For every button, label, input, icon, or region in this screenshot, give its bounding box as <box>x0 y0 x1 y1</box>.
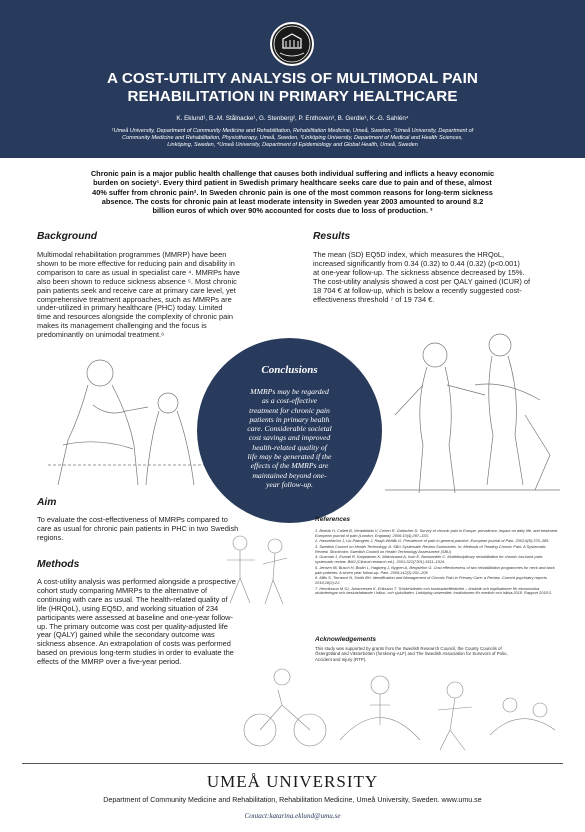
acknowledgements-line: Östergötland and Västerbotten (forskning-ALF) and The Swedish Association for Survivors of Polio, <box>315 651 508 657</box>
department-line: Department of Community Medicine and Rehabilitation, Rehabilitation Medicine, Umeå University, Sweden. www.umu.se <box>103 796 482 804</box>
reference-item: 2. Hasselström J, Liu-Palmgren J, Rasjö-Wrååk G. Prevalence of pain in general practice. European journal of Pain. 2002;6(5):375–385. <box>315 538 550 544</box>
background-line: predominantly on unimodal treatment.⁶ <box>37 330 165 340</box>
conclusions-heading: Conclusions <box>261 364 318 376</box>
results-line: 18 704 € at follow-up, which is below a recently suggested cost- <box>313 285 522 295</box>
methods-line: based on previous long-term studies in order to evaluate the <box>37 648 234 658</box>
conclusions-line: MMRPs may be regarded <box>250 387 329 396</box>
background-line: comprehensive treatment approaches, such as MMRPs are <box>37 294 232 304</box>
reference-item: 7. Henriksson M SJ, Johannesen K, Eriksson T. Tröskelvärden och kostnadseffektivitet – önskbilt och implikationer för ekonomiska utvärderingar och beslutsfattande i hälso- och sjukvården. Linköping universitet: Institutionen för medicin och hälsa;2018. Rapport 2018:3. <box>315 585 553 596</box>
results-line: increased significantly from 0.34 (0.32) to 0.44 (0.32) (p<0.001) <box>313 258 520 268</box>
methods-line: sickness absence. An extrapolation of costs was performed <box>37 639 231 649</box>
background-text <box>37 251 287 340</box>
methods-heading: Methods <box>37 559 80 570</box>
rehab-sketch-illustration <box>375 325 565 500</box>
aim-line: To evaluate the cost-effectiveness of MMRPs compared to <box>37 515 228 524</box>
conclusions-text <box>219 387 360 489</box>
background-line: Multimodal rehabilitation programmes (MMRP) have been <box>37 250 227 259</box>
conclusions-line: cost savings and improved <box>248 433 331 443</box>
affiliation-line: Linköping, Sweden, ⁴Umeå University, Department of Epidemiology and Global Health, Umeå, Sweden <box>167 142 418 148</box>
methods-line: participants were assessed at baseline and one-year follow- <box>37 612 233 622</box>
aim-line: regions. <box>37 532 64 542</box>
methods-line: up. The primary outcome was cost per quality-adjusted life <box>37 621 228 631</box>
affiliation-line: Community Medicine and Rehabilitation, Physiotherapy, Umeå, Sweden, ³Linköping University, Department of Medical and Health Sciences, <box>122 135 463 141</box>
conclusions-line: as a cost-effective <box>261 396 318 406</box>
intro-line: billion euros of which over 90% accounted for costs due to loss of production. ³ <box>152 206 433 216</box>
acknowledgements-line: This study was supported by grants from the Swedish Research Council, the County Councils of <box>315 646 502 651</box>
background-line: makes its management challenging and the focus is <box>37 321 207 331</box>
conclusions-line: health-related quality of <box>252 442 327 452</box>
conclusions-line: effects of the MMRPs are <box>250 461 329 471</box>
methods-text <box>37 578 287 667</box>
results-line: The cost-utility analysis showed a cost per QALY gained (ICUR) of <box>313 276 531 286</box>
university-name: UMEÅ UNIVERSITY <box>206 772 379 791</box>
methods-line: year (QALY) gained while the secondary outcome was <box>37 630 215 640</box>
conclusions-line: life may be generated if the <box>247 452 332 462</box>
reference-item: 5. Jensen IB, Busch H, Bodin L, Hagberg J, Nygren A, Bergström G. Cost effectiveness of two rehabilitation programmes for neck and back pain patients: A seven year follow-up. Pain. 2009;142(3):202–208 <box>315 564 555 575</box>
reference-item: 4. Guzman J, Esmail R, Karjalainen K, Malmivaara A, Irvin E, Bombardier C. Multidisciplinary rehabilitation for chronic low back pain: systematic review. BMJ (Clinical research ed.). 2001;322(7301):1511–1516. <box>315 554 543 565</box>
conclusions-line: treatment for chronic pain <box>249 405 330 415</box>
affiliation-line: ¹Umeå University, Department of Community Medicine and Rehabilitation, Rehabilitation Medicine, Umeå, Sweden, ²Umeå University, Department of <box>111 128 474 134</box>
background-line: pain patients seek and receive care at primary care level, yet <box>37 285 236 295</box>
intro-line: absence. The costs for chronic pain at least moderate intensity in Sweden year 2003 amounted to around 8.2 <box>101 196 484 206</box>
references-list <box>315 529 560 597</box>
doctor-sketch-illustration <box>38 345 213 493</box>
seal-graphic <box>272 24 312 64</box>
footer-divider <box>22 763 563 764</box>
intro-line: Chronic pain is a major public health challenge that causes both individual suffering and inflicts a heavy economic <box>90 169 495 178</box>
poster-header <box>0 0 585 158</box>
intro-line: 40% suffer from chronic pain². In Sweden chronic pain is one of the most common reasons for long-term sickness <box>92 187 493 197</box>
university-seal-icon <box>270 22 314 66</box>
background-line: time and resources alongside the complexity of chronic pain <box>37 312 233 322</box>
results-line: The mean (SD) EQ5D index, which measures the HRQoL, <box>313 250 505 259</box>
conclusions-circle <box>197 338 382 523</box>
results-text <box>313 251 573 304</box>
methods-line: cohort study comparing MMRPs to the alternative of <box>37 585 208 595</box>
background-line: under-utilized in primary healthcare (PHC) today. Limited <box>37 303 223 313</box>
methods-line: effects of the MMRP over a five-year period. <box>37 657 182 667</box>
reference-item: 1. Breivik H, Collett B, Ventafridda V, Cohen R, Gallacher D. Survey of chronic pain in Europe: prevalence, impact on daily life, and treatment. European journal of pain (London, England). 2006;10(4):287–333. <box>315 528 559 538</box>
acknowledgements-heading: Acknowledgements <box>315 636 377 643</box>
methods-line: A cost-utility analysis was performed alongside a prospective <box>37 577 236 586</box>
contact-email[interactable]: Contact:katarina.eklund@umu.se <box>244 812 341 820</box>
results-heading: Results <box>313 231 351 242</box>
aim-line: care as usual for chronic pain patients in PHC in two Swedish <box>37 523 239 533</box>
conclusions-line: care. Considerable societal <box>247 424 332 434</box>
references-heading: References <box>315 516 351 523</box>
affiliations <box>30 128 555 149</box>
title-line-2: REHABILITATION IN PRIMARY HEALTHCARE <box>127 88 458 105</box>
methods-line: life (HRQoL), using EQ5D, and working situation of 234 <box>37 603 219 613</box>
results-line: effectiveness threshold ⁷ of 19 734 €. <box>313 294 435 304</box>
aim-text <box>37 516 287 543</box>
conclusions-line: patients in primary health <box>249 414 330 424</box>
author-list: K. Eklund¹, B.-M. Stålnacke¹, G. Stenberg², P. Enthoven³, B. Gerdle³, K.-G. Sahlén⁴ <box>176 115 409 122</box>
results-line: at one-year follow-up. The sickness absence decreased by 15%. <box>313 267 525 277</box>
acknowledgements-line: Accident and Injury (RTP). <box>315 656 367 662</box>
aim-heading: Aim <box>37 497 57 508</box>
title-line-1: A COST-UTILITY ANALYSIS OF MULTIMODAL PAIN <box>107 70 478 87</box>
background-line: also been shown to reduce sickness absence ⁵. Most chronic <box>37 276 237 286</box>
reference-item: 6. Mills S, Torrance N, Smith BH. Identification and Management of Chronic Pain in Primary Care: a Review. Current psychiatry reports. 2016;18(2):22. <box>315 575 548 585</box>
conclusions-line: year follow-up. <box>266 479 313 489</box>
background-line: shown to be more effective for reducing pain and disability in <box>37 258 235 268</box>
intro-line: burden on society¹. Every third patient in Swedish primary healthcare seeks care due to pain and of these, almost <box>93 178 492 188</box>
acknowledgements-text <box>315 646 565 662</box>
background-heading: Background <box>37 231 98 242</box>
methods-line: continuing with care as usual. The health-related quality of <box>37 594 228 604</box>
intro-statement <box>22 169 563 215</box>
poster-title <box>20 70 565 106</box>
conclusions-line: maintained beyond one- <box>252 470 327 480</box>
background-line: comparison to care as usual in specialist care ⁴. MMRPs have <box>37 267 240 277</box>
reference-item: 3. Swedish Council on Health Technology. A: SBU Systematic Review Summaries. In: Methods of Treating Chronic Pain: A Systematic Review. Stockholm: Swedish Council on Health Technology Assessment (SBU) <box>315 543 546 554</box>
